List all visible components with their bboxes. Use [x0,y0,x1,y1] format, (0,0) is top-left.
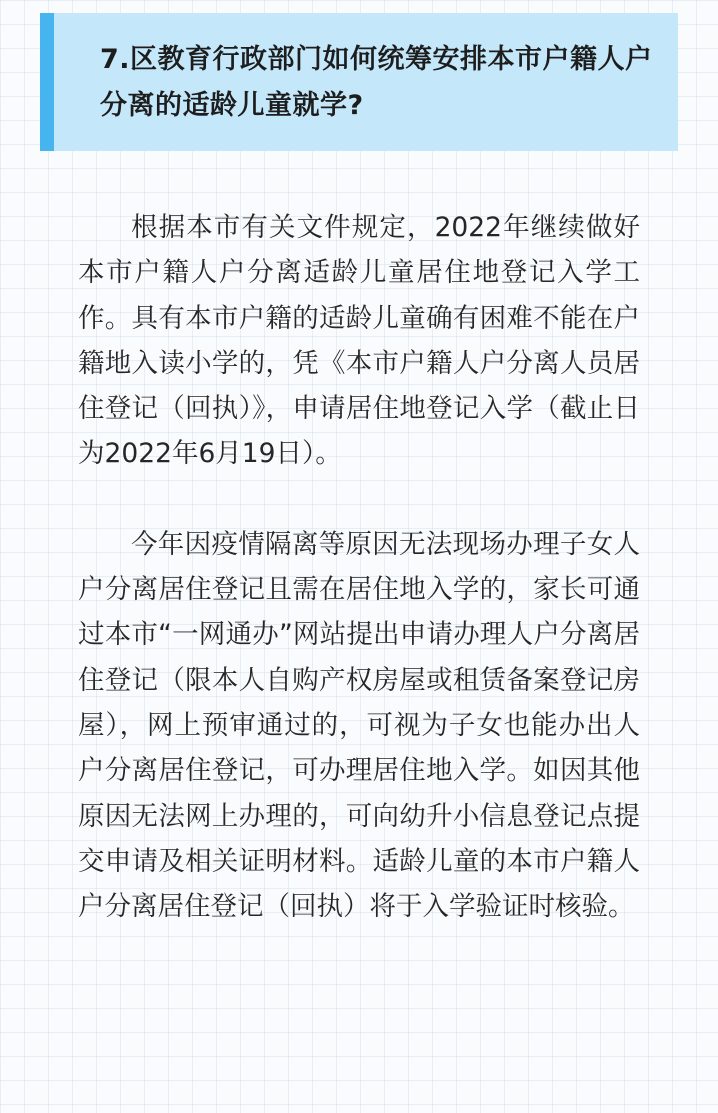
answer-paragraph: 根据本市有关文件规定，2022年继续做好本市户籍人户分离适龄儿童居住地登记入学工作。具有本市户籍的适龄儿童确有困难不能在户籍地入读小学的，凭《本市户籍人户分离人员居住登记（回执）》，申请居住地登记入学（截止日为2022年6月19日）。 [78,212,640,470]
question-header [40,13,678,151]
answer-body [78,205,640,929]
answer-paragraph: 今年因疫情隔离等原因无法现场办理子女人户分离居住登记且需在居住地入学的，家长可通过本市“一网通办”网站提出申请办理人户分离居住登记（限本人自购产权房屋或租赁备案登记房屋），网上预审通过的，可视为子女也能办出人户分离居住登记，可办理居住地入学。如因其他原因无法网上办理的，可向幼升小信息登记点提交申请及相关证明材料。适龄儿童的本市户籍人户分离居住登记（回执）将于入学验证时核验。 [78,528,640,923]
question-title: 7.区教育行政部门如何统筹安排本市户籍人户分离的适龄儿童就学? [100,44,653,121]
